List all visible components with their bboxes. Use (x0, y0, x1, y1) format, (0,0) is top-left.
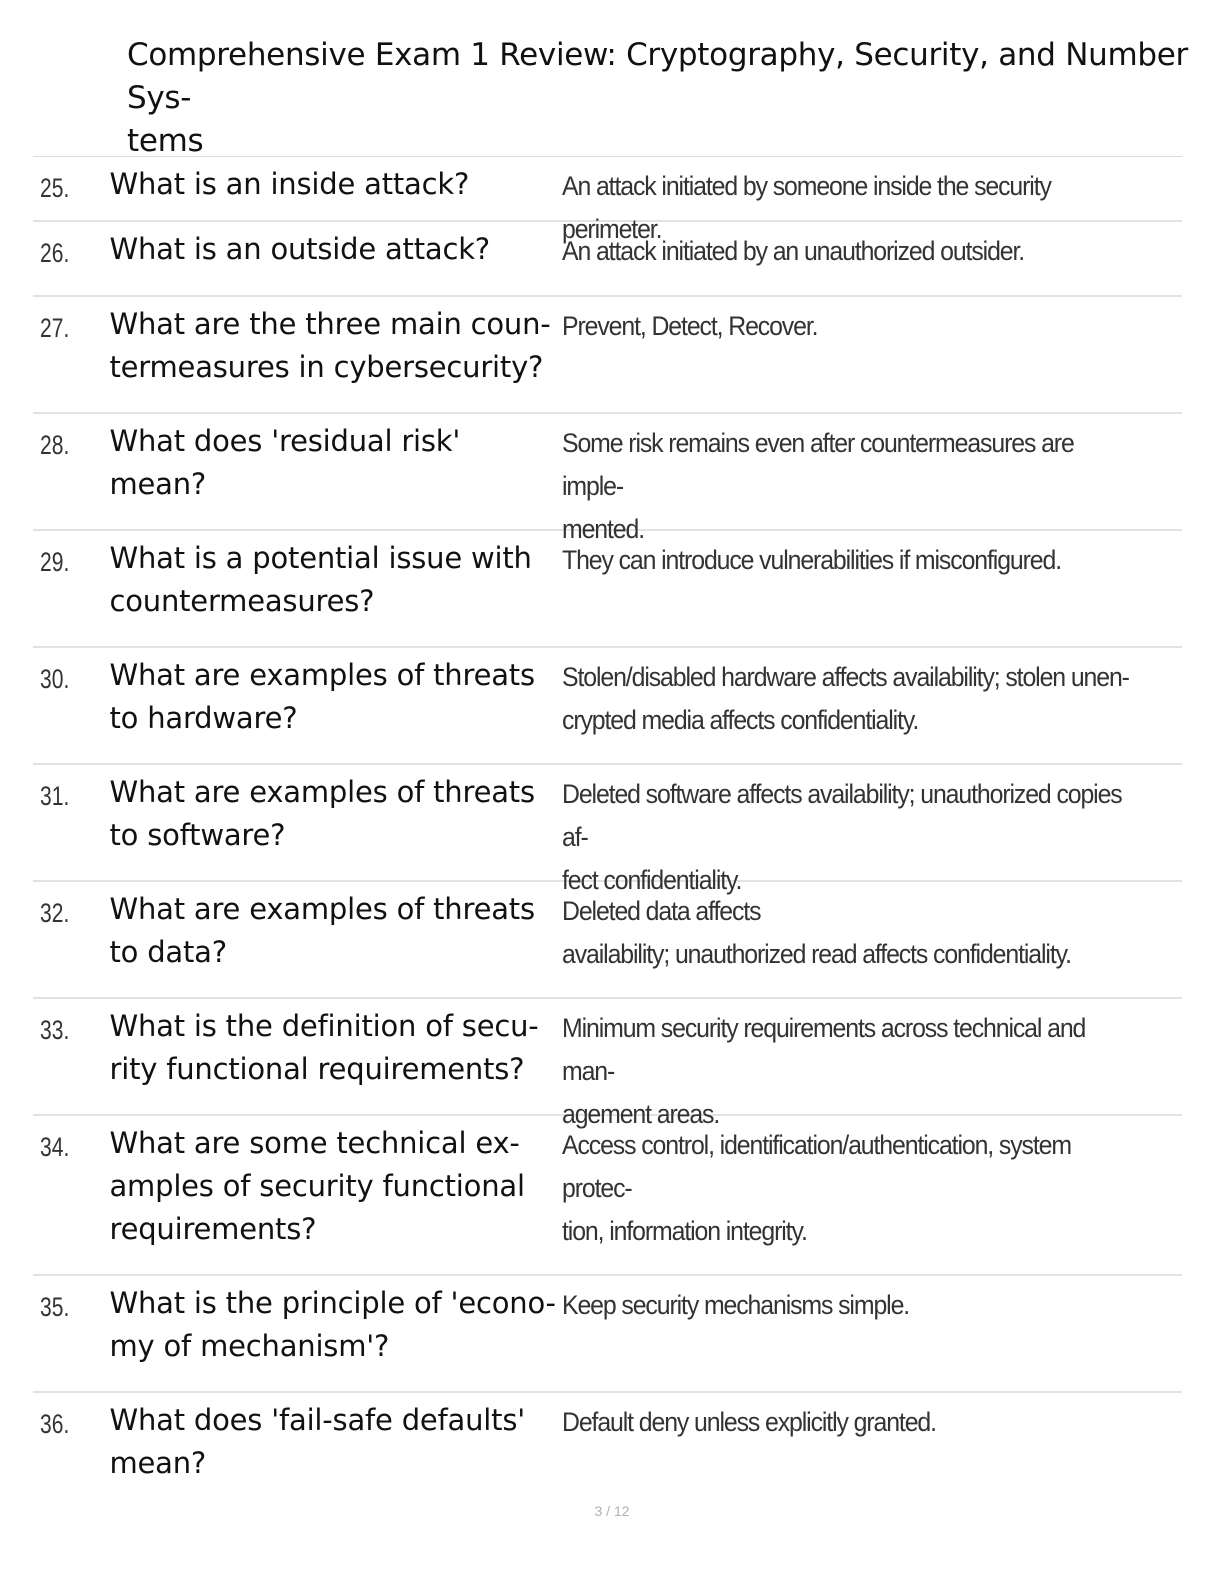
answer-text-content: They can introduce vulnerabilities if misconfigured. (562, 545, 1062, 575)
answer-text (562, 882, 1182, 997)
answer-text-line-2: tion, information integrity. (562, 1216, 807, 1246)
question-number: 30. (40, 664, 70, 694)
answer-text (562, 222, 1182, 295)
question-text-line-2: to hardware? (109, 701, 298, 735)
question-text (109, 765, 562, 880)
question-number: 25. (40, 173, 70, 203)
answer-text (562, 531, 1182, 646)
question-text-line-2: to data? (109, 935, 227, 969)
question-text (109, 1393, 562, 1503)
answer-text-line-2: availability; unauthorized read affects confidentiality. (562, 939, 1071, 969)
answer-text-content (562, 422, 1132, 551)
question-text-line-1: What are examples of threats (109, 892, 535, 926)
qa-row-36 (33, 1393, 1182, 1503)
question-number: 31. (40, 781, 70, 811)
answer-text (562, 414, 1182, 544)
question-text-line-1: What does 'fail-safe defaults' (109, 1403, 526, 1437)
qa-row-32 (33, 882, 1182, 999)
answer-text-line-2: fect confidentiality. (562, 865, 742, 895)
question-text-line-2: countermeasures? (109, 584, 375, 618)
question-text-line-1: What is the principle of 'econo- (109, 1286, 556, 1320)
answer-text-line-1: Deleted data affects (562, 896, 761, 926)
qa-row-34 (33, 1116, 1182, 1276)
qa-row-31 (33, 765, 1182, 895)
answer-text-line-2: crypted media affects confidentiality. (562, 705, 919, 735)
question-number: 35. (40, 1292, 70, 1322)
question-text (109, 882, 562, 997)
question-text-line-2: amples of security functional (109, 1169, 525, 1203)
answer-text-line-1: Stolen/disabled hardware affects availability; stolen unen- (562, 662, 1129, 692)
answer-text-content (562, 1007, 1132, 1136)
question-text (109, 531, 562, 646)
question-text-line-2: mean? (109, 467, 207, 501)
question-text-line-2: to software? (109, 818, 286, 852)
question-text-line-2: rity functional requirements? (109, 1052, 525, 1086)
answer-text-line-1: Some risk remains even after countermeasures are imple- (562, 428, 1074, 501)
answer-text-line-2: agement areas. (562, 1099, 720, 1129)
answer-text-content: An attack initiated by someone inside the security perimeter. (562, 171, 1051, 244)
question-number: 27. (40, 313, 70, 343)
question-text (109, 648, 562, 763)
question-text-line-1: What are examples of threats (109, 775, 535, 809)
page-title-line-2: tems (127, 123, 204, 159)
answer-text (562, 1393, 1182, 1503)
question-text-line-2: my of mechanism'? (109, 1329, 390, 1363)
question-text-line-1: What are the three main coun- (109, 307, 551, 341)
question-text (109, 999, 562, 1114)
qa-row-30 (33, 648, 1182, 765)
question-number: 32. (40, 898, 70, 928)
question-text-line-2: mean? (109, 1446, 207, 1480)
question-text: What is an inside attack? (109, 167, 470, 201)
answer-text (562, 1276, 1182, 1391)
question-text-line-1: What is a potential issue with (109, 541, 532, 575)
question-number: 26. (40, 238, 70, 268)
answer-text-line-2: mented. (562, 514, 645, 544)
question-text (109, 1116, 562, 1274)
question-text: What is an outside attack? (109, 232, 490, 266)
question-text (109, 1276, 562, 1391)
answer-text (562, 765, 1182, 895)
answer-text (562, 999, 1182, 1129)
page-number: 3 / 12 (594, 1503, 630, 1519)
answer-text (562, 1116, 1182, 1274)
answer-text-line-1: Minimum security requirements across technical and man- (562, 1013, 1086, 1086)
answer-text (562, 648, 1182, 763)
answer-text-line-1: Deleted software affects availability; unauthorized copies af- (562, 779, 1122, 852)
answer-text-content: Prevent, Detect, Recover. (562, 311, 818, 341)
answer-text-content: Default deny unless explicitly granted. (562, 1407, 936, 1437)
answer-text (562, 297, 1182, 412)
question-text (109, 414, 562, 529)
answer-text-content (562, 1124, 1132, 1253)
page-title (127, 34, 1217, 163)
qa-row-33 (33, 999, 1182, 1129)
answer-text-content (562, 890, 1132, 976)
question-text-line-2: termeasures in cybersecurity? (109, 350, 544, 384)
qa-list (33, 156, 1182, 1503)
question-text-line-3: requirements? (109, 1212, 317, 1246)
answer-text-content (562, 773, 1132, 902)
question-text-line-1: What does 'residual risk' (109, 424, 461, 458)
qa-row-25 (33, 157, 1182, 244)
question-text (109, 297, 562, 412)
page-title-line-1: Comprehensive Exam 1 Review: Cryptography, Security, and Number Sys- (127, 37, 1188, 116)
qa-row-35 (33, 1276, 1182, 1393)
answer-text-content: Keep security mechanisms simple. (562, 1290, 910, 1320)
question-number: 28. (40, 430, 70, 460)
answer-text (562, 157, 1182, 244)
qa-row-29 (33, 531, 1182, 648)
answer-text-line-1: Access control, identification/authentication, system protec- (562, 1130, 1071, 1203)
answer-text-content: An attack initiated by an unauthorized outsider. (562, 236, 1025, 266)
qa-row-26 (33, 222, 1182, 297)
qa-row-28 (33, 414, 1182, 544)
qa-row-27 (33, 297, 1182, 414)
question-number: 34. (40, 1132, 70, 1162)
answer-text-content (562, 656, 1132, 742)
question-number: 29. (40, 547, 70, 577)
question-number: 36. (40, 1409, 70, 1439)
question-number: 33. (40, 1015, 70, 1045)
question-text-line-1: What are some technical ex- (109, 1126, 520, 1160)
question-text-line-1: What are examples of threats (109, 658, 535, 692)
question-text-line-1: What is the definition of secu- (109, 1009, 539, 1043)
